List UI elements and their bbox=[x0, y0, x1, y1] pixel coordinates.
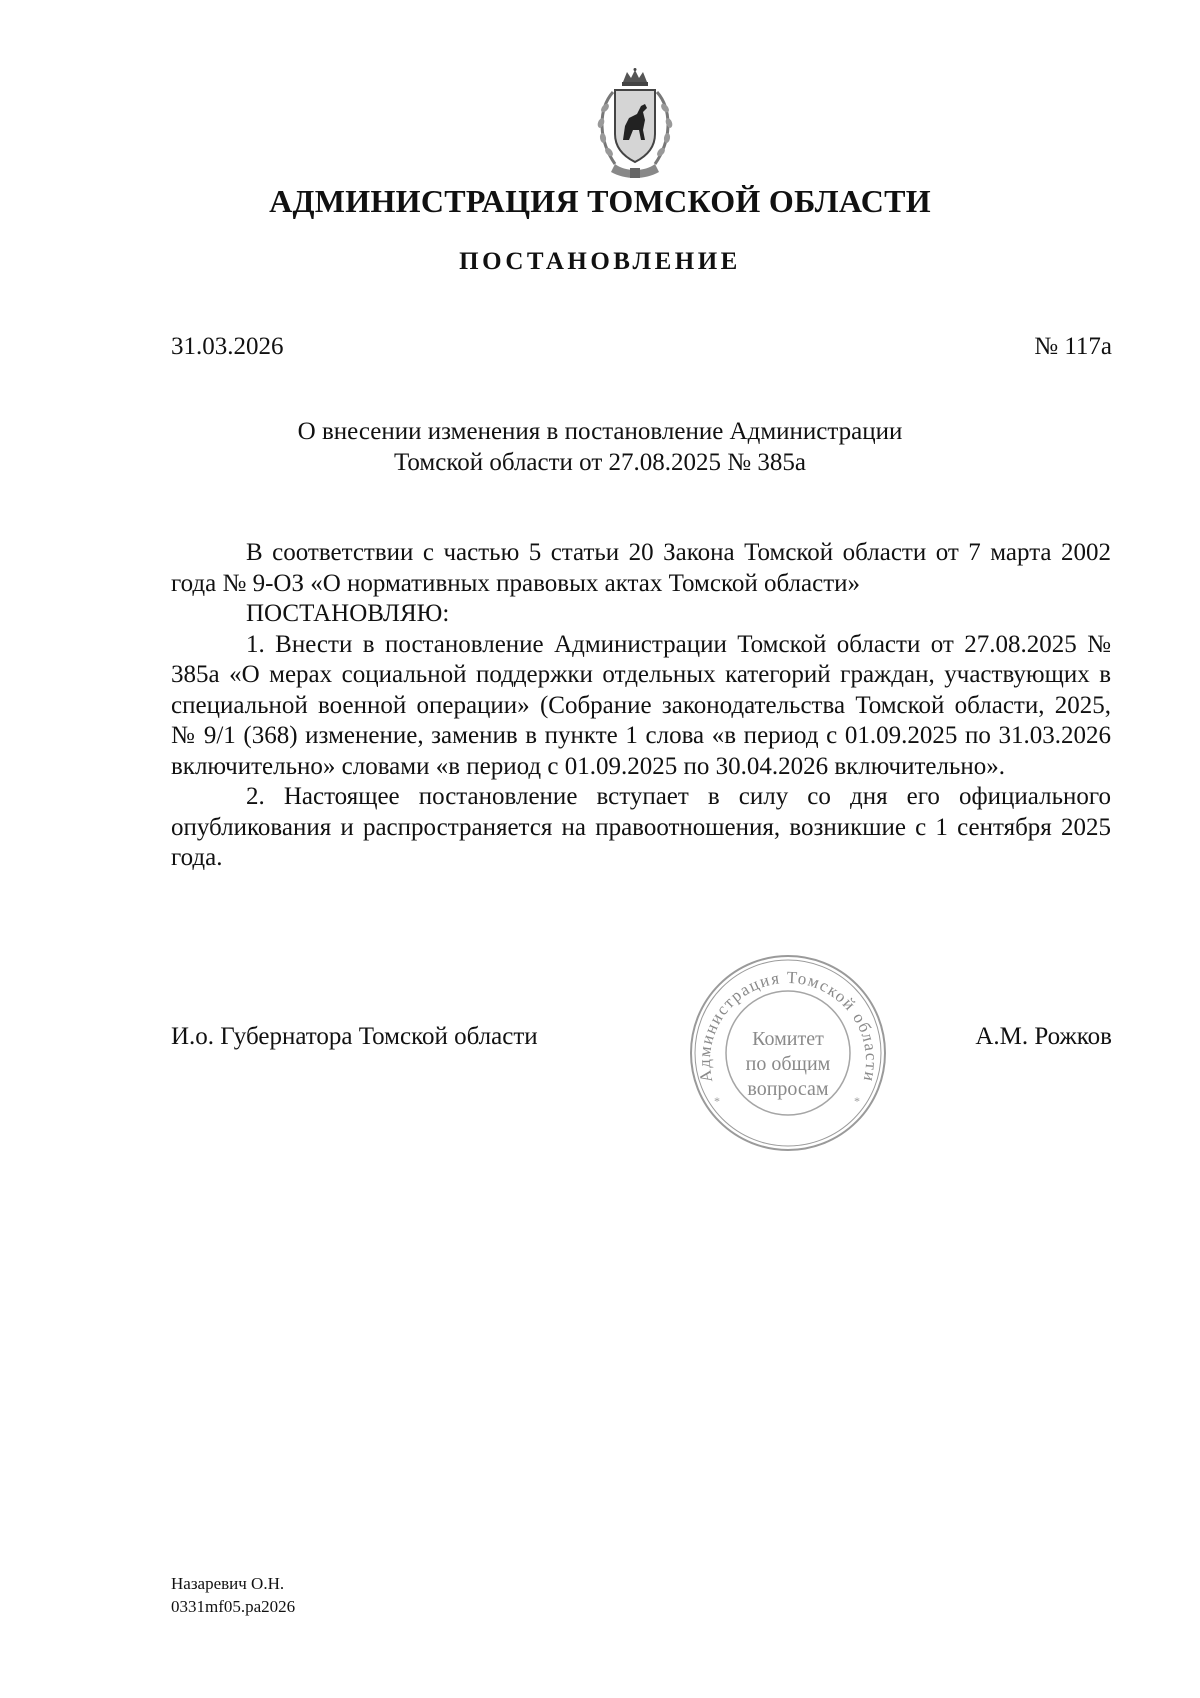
preamble-paragraph: В соответствии с частью 5 статьи 20 Закона Томской области от 7 марта 2002 года № 9-ОЗ «О нормативных правовых актах Томской области» bbox=[171, 539, 1111, 597]
file-code: 0331mf05.pa2026 bbox=[171, 1597, 296, 1616]
document-subject bbox=[0, 416, 1200, 478]
svg-text:*: * bbox=[854, 1094, 860, 1108]
document-body bbox=[171, 538, 1111, 874]
svg-text:*: * bbox=[714, 1094, 720, 1108]
document-type-title: ПОСТАНОВЛЕНИЕ bbox=[459, 248, 741, 275]
seal-center-line-1: Комитет bbox=[752, 1028, 824, 1050]
tomsk-oblast-coat-of-arms-icon bbox=[585, 68, 685, 183]
document-date: 31.03.2026 bbox=[171, 333, 284, 360]
seal-center-line-3: вопросам bbox=[747, 1078, 829, 1100]
seal-center-line-2: по общим bbox=[745, 1053, 831, 1075]
seal-center-text bbox=[688, 1027, 888, 1102]
organization-title: АДМИНИСТРАЦИЯ ТОМСКОЙ ОБЛАСТИ bbox=[269, 183, 931, 219]
subject-line-1: О внесении изменения в постановление Администрации bbox=[297, 418, 903, 445]
item-2-paragraph: 2. Настоящее постановление вступает в силу со дня его официального опубликования и распространяется на правоотношения, возникшие с 1 сентября 2025 года. bbox=[171, 783, 1111, 871]
footer bbox=[171, 1572, 295, 1618]
resolve-keyword: ПОСТАНОВЛЯЮ: bbox=[246, 600, 450, 627]
item-1-paragraph: 1. Внести в постановление Администрации Томской области от 27.08.2025 № 385а «О мерах социальной поддержки отдельных категорий граждан, участвующих в специальной военной операции» (Собрание законодательства Томской области, 2025, № 9/1 (368) изменение, заменив в пункте 1 слова «в период с 01.09.2025 по 31.03.2026 включительно» словами «в период с 01.09.2025 по 30.04.2026 включительно». bbox=[171, 630, 1111, 780]
signatory-name: А.М. Рожков bbox=[975, 1023, 1112, 1050]
subject-line-2: Томской области от 27.08.2025 № 385а bbox=[394, 449, 806, 476]
executor-name: Назаревич О.Н. bbox=[171, 1574, 285, 1593]
document-number: № 117а bbox=[1034, 333, 1112, 360]
signatory-position: И.о. Губернатора Томской области bbox=[171, 1023, 538, 1050]
seal-ring-text: Администрация Томской области bbox=[694, 967, 882, 1085]
